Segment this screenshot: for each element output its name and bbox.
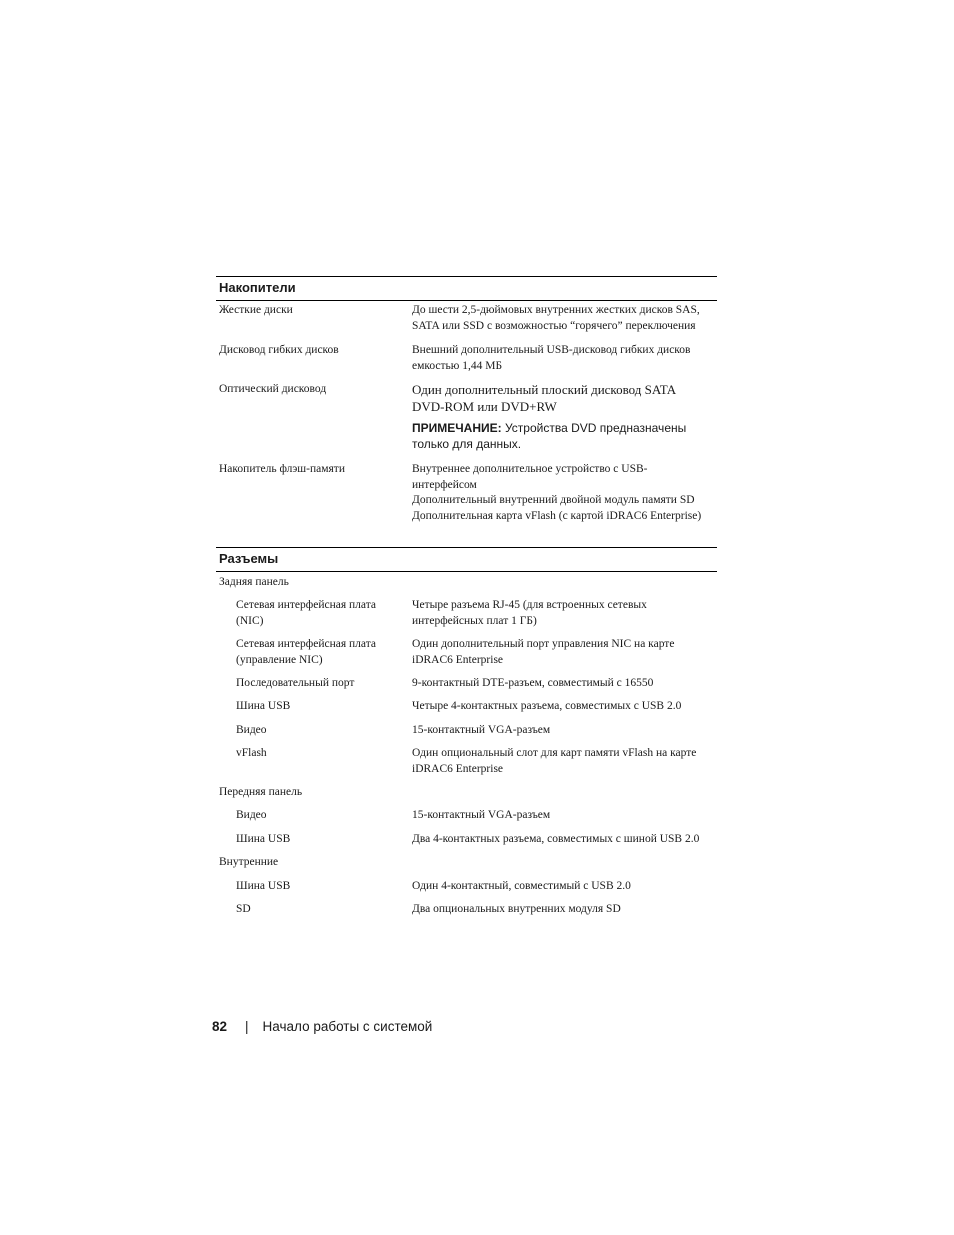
nic-label: Сетевая интерфейсная плата (NIC) xyxy=(236,599,376,627)
flash-label: Накопитель флэш-памяти xyxy=(219,463,345,475)
storage-section xyxy=(216,276,717,301)
rear-usb-value: Четыре 4-контактных разъема, совместимых с USB 2.0 xyxy=(412,700,682,712)
vflash-value: Один опциональный слот для карт памяти vFlash на карте iDRAC6 Enterprise xyxy=(412,747,697,775)
rear-panel-label: Задняя панель xyxy=(219,576,289,588)
footer-title: Начало работы с системой xyxy=(262,1019,433,1034)
rear-video-value: 15-контактный VGA-разъем xyxy=(412,724,551,736)
optical-label: Оптический дисковод xyxy=(219,383,327,395)
sd-value: Два опциональных внутренних модуля SD xyxy=(412,903,621,915)
internal-usb-label: Шина USB xyxy=(236,880,291,892)
hdd-value: До шести 2,5-дюймовых внутренних жестких дисков SAS, SATA или SSD с возможностью “горячего” переключения xyxy=(412,304,700,332)
page-footer xyxy=(212,1018,432,1036)
vflash-label: vFlash xyxy=(236,747,267,759)
internal-label: Внутренние xyxy=(219,856,279,868)
nic-mgmt-label: Сетевая интерфейсная плата (управление NIC) xyxy=(236,638,376,666)
connectors-heading: Разъемы xyxy=(216,547,717,572)
front-video-value: 15-контактный VGA-разъем xyxy=(412,809,551,821)
rear-usb-label: Шина USB xyxy=(236,700,291,712)
nic-mgmt-value: Один дополнительный порт управления NIC на карте iDRAC6 Enterprise xyxy=(412,638,675,666)
serial-value: 9-контактный DTE-разъем, совместимый с 16550 xyxy=(412,677,654,689)
front-panel-label: Передняя панель xyxy=(219,786,303,798)
note: ПРИМЕЧАНИЕ: Устройства DVD предназначены только для данных. xyxy=(412,421,687,451)
page-number: 82 xyxy=(212,1019,228,1034)
sd-label: SD xyxy=(236,903,251,915)
front-usb-label: Шина USB xyxy=(236,833,291,845)
connectors-table xyxy=(216,575,717,935)
note-label: ПРИМЕЧАНИЕ: xyxy=(412,421,502,435)
floppy-value: Внешний дополнительный USB-дисковод гибких дисков емкостью 1,44 МБ xyxy=(412,344,691,372)
rear-video-label: Видео xyxy=(236,724,267,736)
internal-usb-value: Один 4-контактный, совместимый с USB 2.0 xyxy=(412,880,631,892)
footer-separator: | xyxy=(245,1019,249,1034)
front-usb-value: Два 4-контактных разъема, совместимых с шиной USB 2.0 xyxy=(412,833,700,845)
hdd-label: Жесткие диски xyxy=(219,304,293,316)
serial-label: Последовательный порт xyxy=(236,677,355,689)
floppy-label: Дисковод гибких дисков xyxy=(219,344,339,356)
flash-value: Внутреннее дополнительное устройство с USB- интерфейсом Дополнительный внутренний двойной модуль памяти SD Дополнительная карта vFlash (с картой iDRAC6 Enterprise) xyxy=(412,463,702,522)
storage-heading: Накопители xyxy=(216,276,717,301)
nic-value: Четыре разъема RJ-45 (для встроенных сетевых интерфейсных плат 1 ГБ) xyxy=(412,599,647,627)
storage-table xyxy=(216,303,717,543)
connectors-section xyxy=(216,547,717,572)
front-video-label: Видео xyxy=(236,809,267,821)
optical-value: Один дополнительный плоский дисковод SATA DVD-ROM или DVD+RW ПРИМЕЧАНИЕ: Устройства DVD предназначены только для данных. xyxy=(412,382,717,452)
